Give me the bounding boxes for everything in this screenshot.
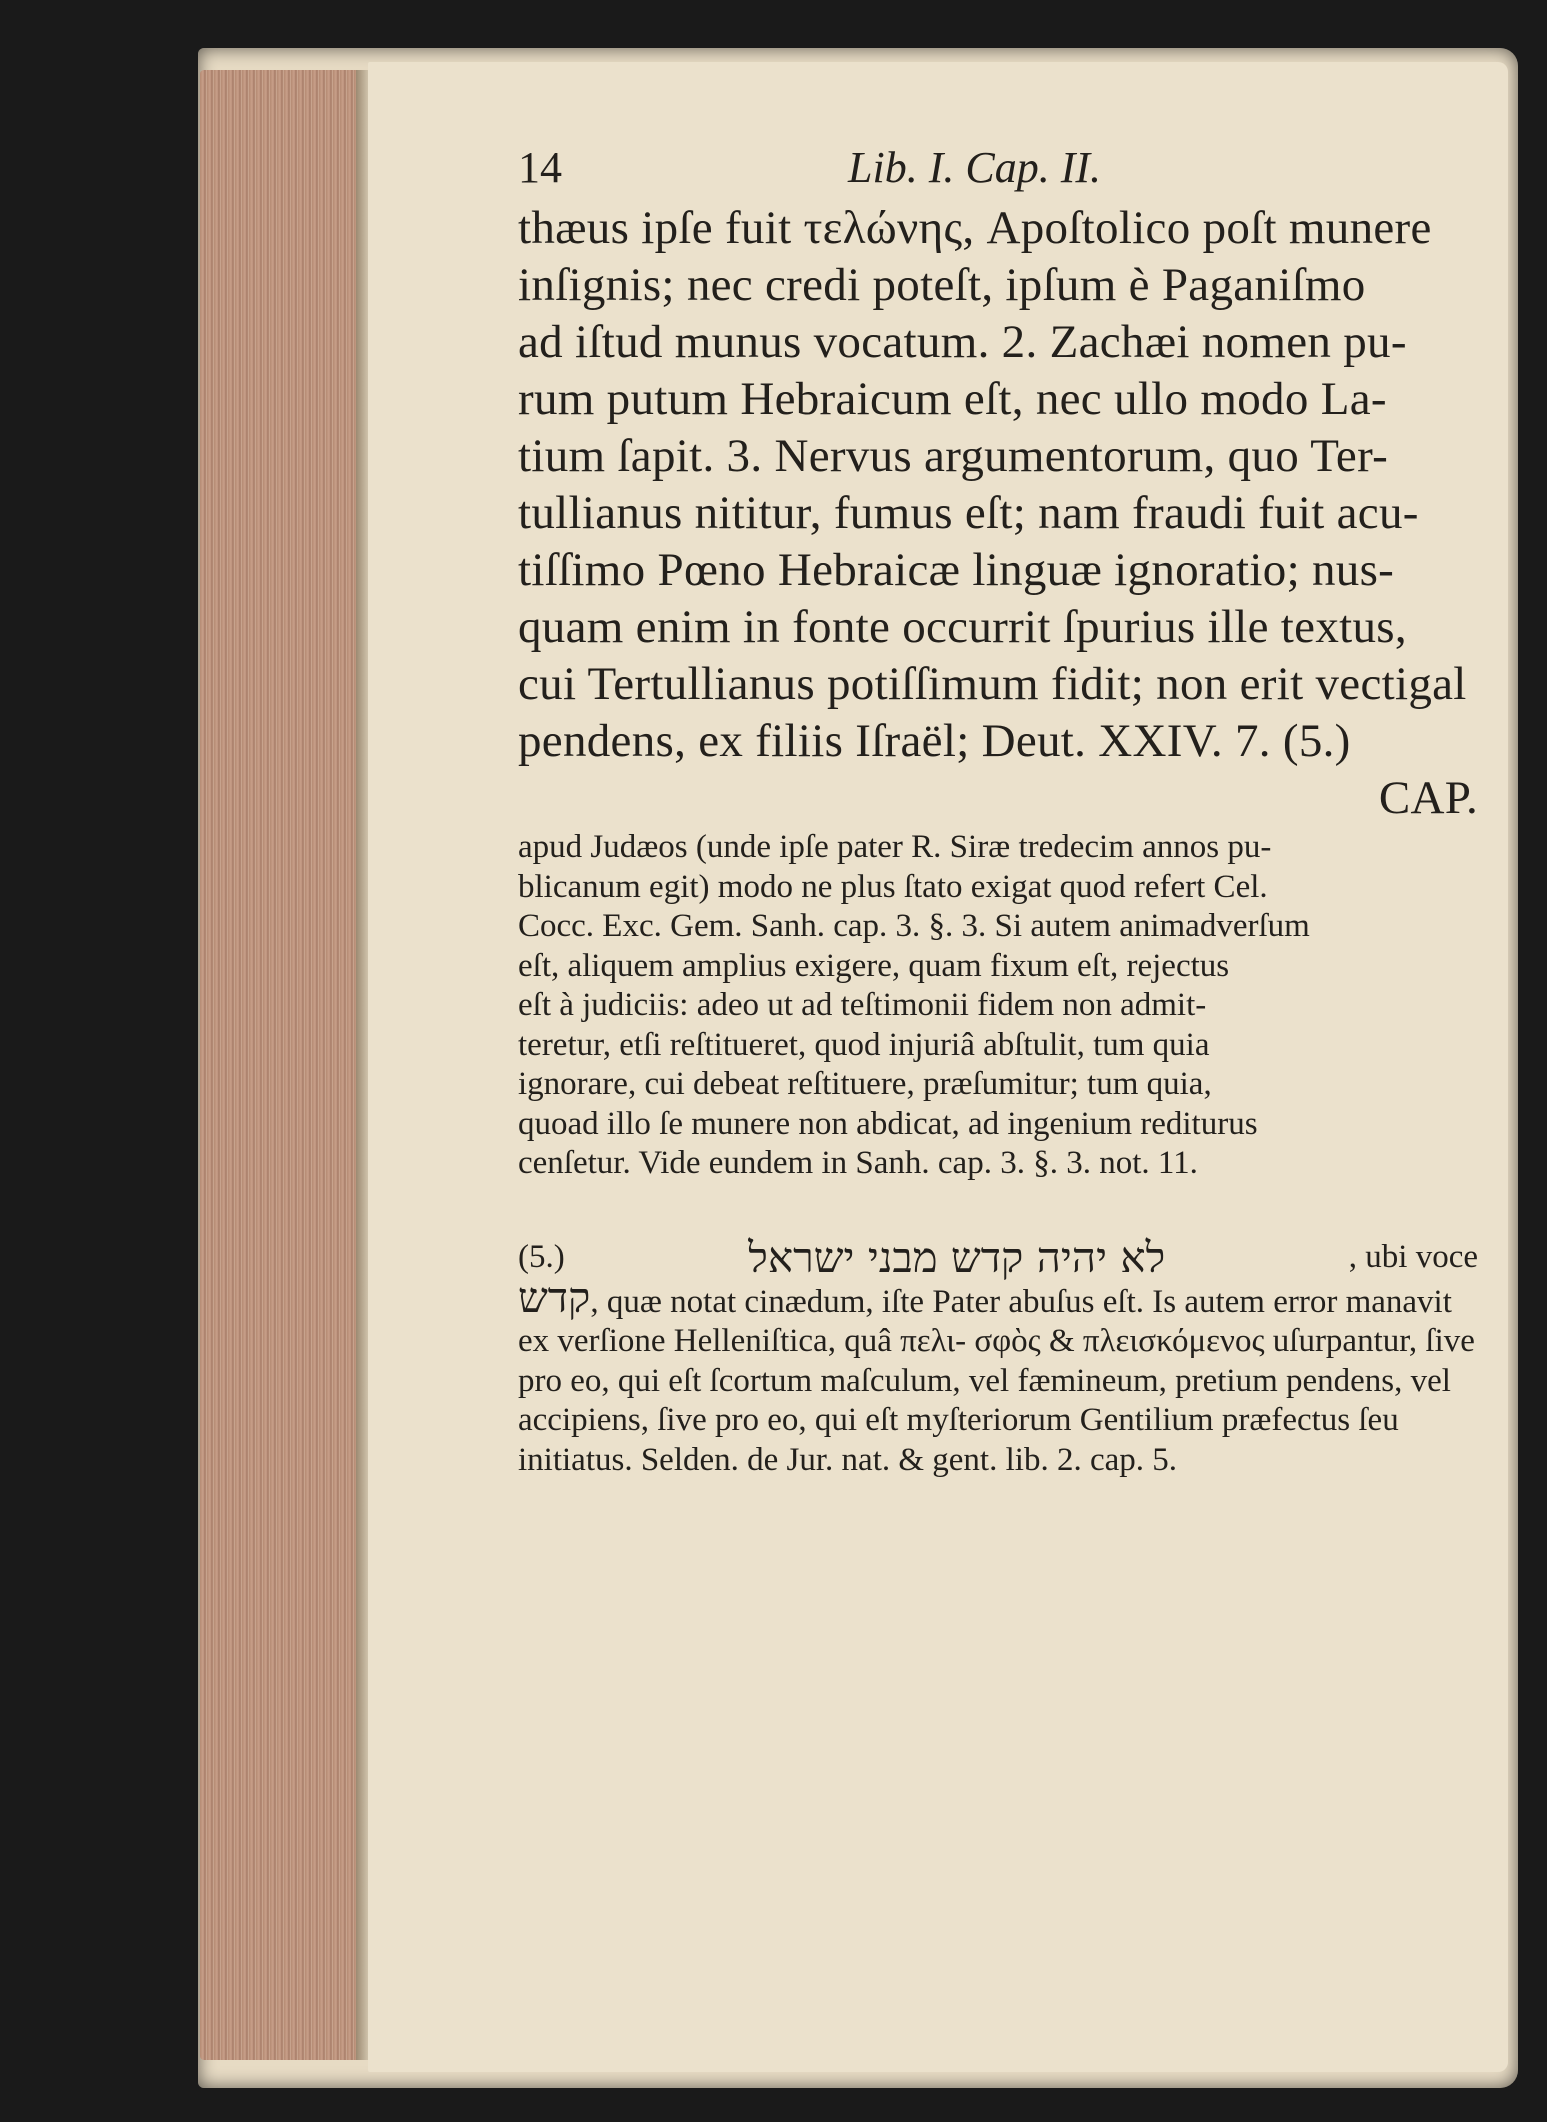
main-line: tullianus nititur, fumus eſt; nam fraudi fuit acu- — [518, 487, 1419, 539]
hebrew-word: קדש — [518, 1272, 591, 1322]
note-line: eſt à judiciis: adeo ut ad teſtimonii fidem non admit- — [518, 987, 1207, 1023]
note-line: apud Judæos (unde ipſe pater R. Siræ tredecim annos pu- — [518, 829, 1272, 865]
main-line: quam enim in fonte occurrit ſpurius ille textus, — [518, 601, 1407, 653]
note5-line — [518, 1272, 1184, 1322]
note5-line: præfectus ſeu initiatus. Selden. de Jur. nat. & gent. lib. 2. — [518, 1402, 1399, 1478]
footnote — [518, 828, 1478, 1184]
note5-line: σφὸς & πλεισκόμενος uſurpantur, ſive pro eo, qui eſt — [518, 1323, 1475, 1399]
footnote-5 — [518, 1233, 1478, 1480]
running-title: Lib. I. Cap. II. — [848, 143, 1101, 192]
main-line: inſignis; nec credi poteſt, ipſum è Paganiſmo — [518, 259, 1366, 311]
page-edges — [200, 70, 360, 2060]
note-marker: (5.) — [518, 1239, 565, 1275]
note5-line: ſcortum maſculum, vel fæmineum, pretium pendens, — [709, 1362, 1403, 1399]
note-line: ignorare, cui debeat reſtituere, præſumitur; tum quia, — [518, 1066, 1212, 1102]
note-line: Cocc. Exc. Gem. Sanh. cap. 3. §. 3. Si autem animadverſum — [518, 908, 1310, 944]
main-line: pendens, ex filiis Iſraël; Deut. XXIV. 7. (5.) — [518, 715, 1351, 767]
note5-line: autem error manavit ex verſione Helleniſtica, quâ πελι- — [518, 1283, 1452, 1359]
note5-line: cap. 5. — [1089, 1441, 1177, 1478]
note5-after-hebrew: , ubi voce — [1348, 1239, 1478, 1275]
main-line: tiſſimo Pœno Hebraicæ linguæ ignoratio; nus- — [518, 544, 1395, 596]
page-number: 14 — [518, 143, 562, 192]
note5-line: vel accipiens, ſive pro eo, qui eſt myſteriorum Gentilium — [518, 1362, 1451, 1438]
running-header — [518, 142, 1478, 198]
hebrew-phrase: לא יהיה קדש מבני ישראל — [748, 1233, 1166, 1282]
note-line: quoad illo ſe munere non abdicat, ad ingenium rediturus — [518, 1105, 1258, 1142]
note5-line-text: , quæ notat cinædum, iſte Pater abuſus eſt. Is — [590, 1283, 1177, 1320]
main-line: thæus ipſe fuit τελώνης, Apoſtolico poſt munere — [518, 202, 1432, 254]
main-line: cui Tertullianus potiſſimum fidit; non erit vectigal — [518, 658, 1467, 710]
note-line: teretur, etſi reſtitueret, quod injuriâ abſtulit, tum quia — [518, 1026, 1210, 1063]
main-line: ad iſtud munus vocatum. 2. Zachæi nomen pu- — [518, 316, 1407, 368]
note-line: cenſetur. Vide eundem in Sanh. cap. 3. §. 3. not. 11. — [518, 1145, 1198, 1181]
note-line: eſt, aliquem amplius exigere, quam fixum eſt, rejectus — [518, 947, 1230, 984]
main-line: tium ſapit. 3. Nervus argumentorum, quo Ter- — [518, 430, 1389, 482]
catchword: CAP. — [1378, 772, 1478, 824]
note5-first-line — [518, 1233, 1478, 1282]
main-line: rum putum Hebraicum eſt, nec ullo modo La- — [518, 373, 1387, 425]
main-text — [518, 200, 1478, 827]
note-line: blicanum egit) modo ne plus ſtato exigat quod refert Cel. — [518, 868, 1268, 905]
